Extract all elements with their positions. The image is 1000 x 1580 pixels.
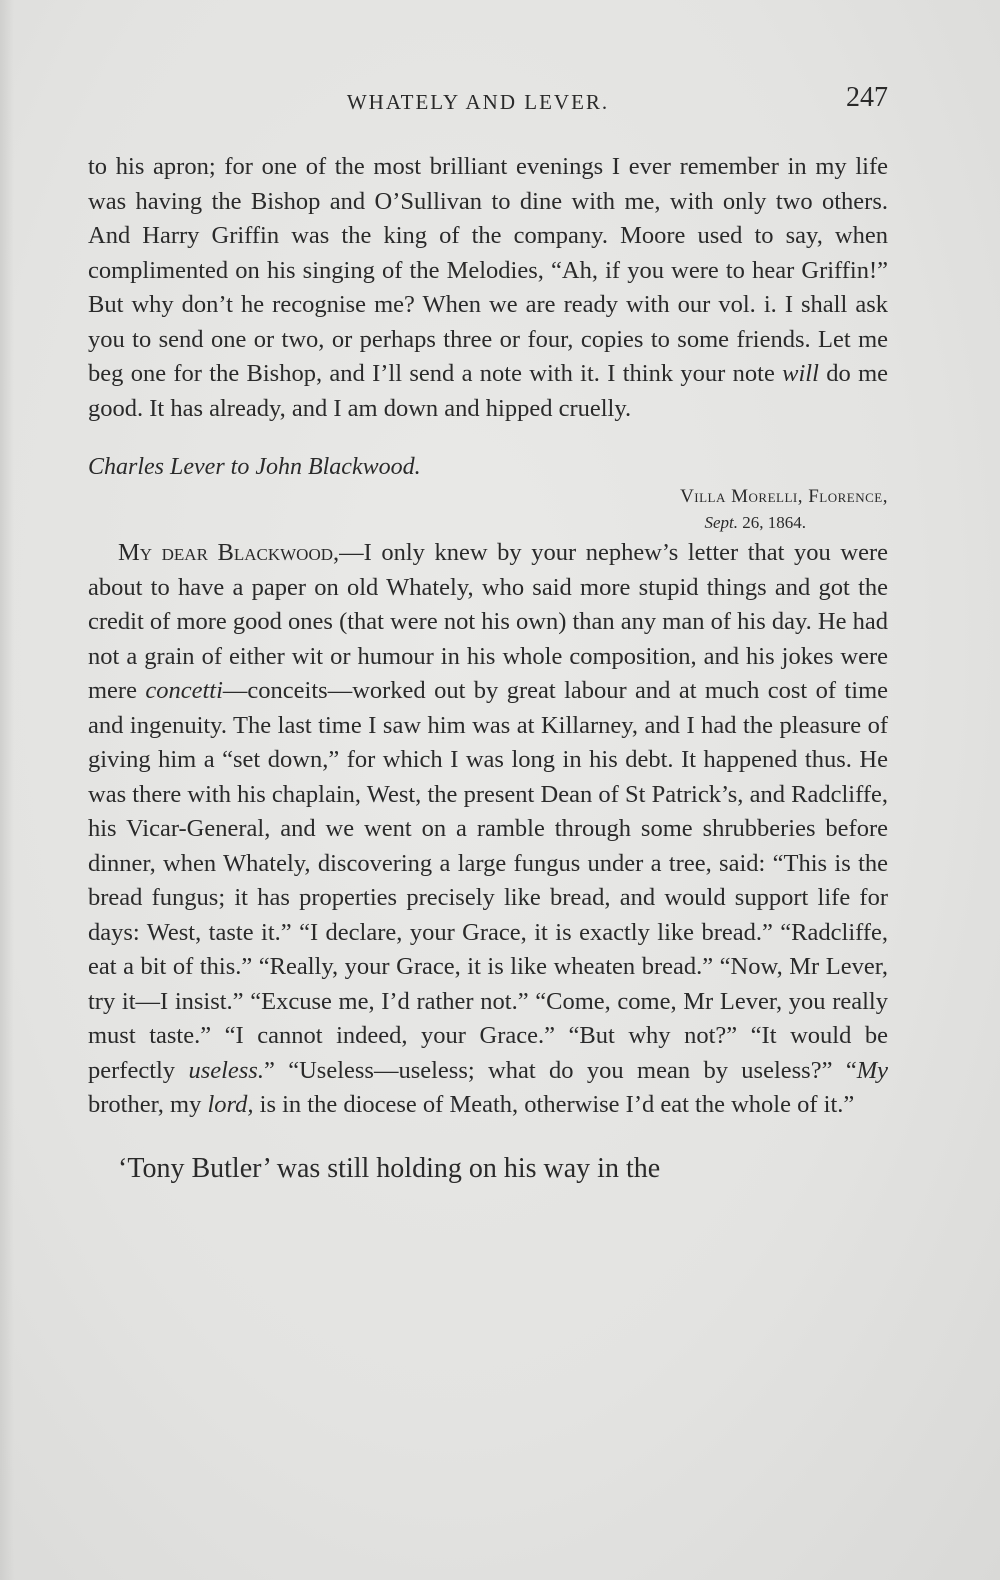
paragraph-text: do me good. It has already, and I am down and hipped cruelly. (88, 360, 888, 422)
letter-text: ” “Useless—useless; what do you mean by useless?” “ (263, 1056, 857, 1084)
date-rest: 26, 1864. (738, 513, 806, 532)
emphasis-text: will (782, 360, 819, 387)
letter-dateline (88, 484, 888, 536)
running-title: WHATELY AND LEVER. (346, 90, 610, 114)
letter-heading (88, 450, 888, 536)
letter-body (88, 536, 888, 1123)
page-number: 247 (846, 82, 888, 113)
closing-paragraph: ‘Tony Butler’ was still holding on his way in the (118, 1152, 661, 1184)
emphasis-text: concetti (145, 677, 223, 704)
paragraph-text: to his apron; for one of the most brilliant evenings I ever remember in my life was having the Bishop and O’Sullivan to dine with me, with only two others. And Harry Griffin was the king of the company. Moore used to say, when complimented on his singing of the Melodies, “Ah, if you were to hear Griffin!” But why don’t he recognise me? When we are ready with our vol. i. I shall ask you to send one or two, or perhaps three or four, copies to some friends. Let me beg one for the Bishop, and I’ll send a note with it. I think your note (88, 153, 888, 387)
letter-text: —I only knew by your nephew’s letter that you were about to have a paper on old Whately, who said more stupid things and got the credit of more good ones (that were not his own) than any man of his day. He had not a grain of either wit or humour in his whole composition, and his jokes were mere (88, 539, 888, 704)
letter-text: brother, my (88, 1091, 208, 1118)
letter-date (88, 510, 888, 536)
emphasis-text: lord, (207, 1091, 254, 1118)
salutation: My dear Blackwood, (118, 539, 340, 566)
date-month: Sept. (704, 513, 738, 532)
running-head (88, 82, 888, 122)
emphasis-text: useless. (188, 1056, 264, 1084)
letter-text: is in the diocese of Meath, otherwise I’d eat the whole of it.” (253, 1091, 855, 1118)
letter-text: —conceits—worked out by great labour and at much cost of time and ingenuity. The last time I saw him was at Killarney, and I had the pleasure of giving him a “set down,” for which I was long in his debt. It happened thus. He was there with his chaplain, West, the present Dean of St Patrick’s, and Radcliffe, his Vicar-General, and we went on a ramble through some shrubberies before dinner, when Whately, discovering a large fungus under a tree, said: “This is the bread fungus; it has properties precisely like bread, and would support life for days: West, taste it.” “I declare, your Grace, it is exactly like bread.” “Radcliffe, eat a bit of this.” “Really, your Grace, it is like wheaten bread.” “Now, Mr Lever, try it—I insist.” “Excuse me, I’d rather not.” “Come, come, Mr Lever, you really must taste.” “I cannot indeed, your Grace.” “But why not?” “It would be perfectly (88, 677, 888, 1084)
body-text (88, 150, 888, 1187)
letter-place: Villa Morelli, Florence, (680, 486, 888, 507)
emphasis-text: My (856, 1056, 889, 1084)
paragraph-continuation (88, 150, 888, 426)
page-edge-shadow (0, 0, 14, 1580)
letter-title: Charles Lever to John Blackwood. (88, 454, 421, 480)
